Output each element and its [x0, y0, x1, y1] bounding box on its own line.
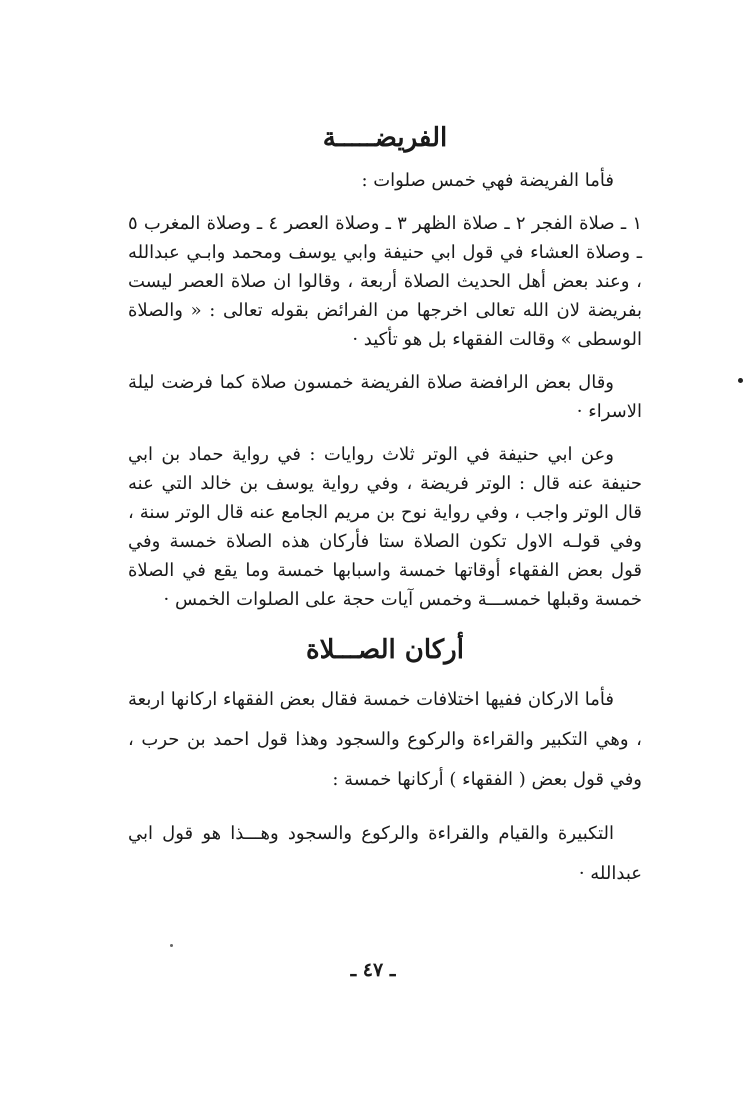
margin-mark [738, 378, 743, 383]
arkan-paragraph: فأما الاركان ففيها اختلافات خمسة فقال بعض الفقهاء اركانها اربعة ، وهي التكبير والقراءة والركوع والسجود وهذا قول احمد بن حرب ، وفي قول بعض ( الفقهاء ) أركانها خمسة : [128, 689, 642, 790]
rafida-paragraph: وقال بعض الرافضة صلاة الفريضة خمسون صلاة كما فرضت ليلة الاسراء · [128, 372, 642, 422]
scan-speck [170, 944, 173, 947]
page-number: ـ ٤٧ ـ [350, 959, 396, 981]
intro-paragraph: فأما الفريضة فهي خمس صلوات : [361, 170, 614, 191]
section-heading-arkan: أركان الصـــلاة [306, 635, 464, 665]
page-body [128, 118, 642, 908]
witr-paragraph: وعن ابي حنيفة في الوتر ثلاث روايات : في رواية حماد بن ابي حنيفة عنه قال : الوتر فريضة ، وفي رواية يوسف بن خالد التي عنه قال الوتر واجب ، وفي رواية نوح بن مريم الجامع عنه قال الوتر سنة ، وفي قولـه الاول تكون الصلاة ستا فأركان هذه الصلاة خمسة وفي قول بعض الفقهاء أوقاتها خمسة واسبابها خمسة وما يقع في الصلاة خمسة وقبلها خمســـة وخمس آيات حجة على الصلوات الخمس · [128, 444, 642, 610]
prayer-list-paragraph: ١ ـ صلاة الفجر ٢ ـ صلاة الظهر ٣ ـ وصلاة العصر ٤ ـ وصلاة المغرب ٥ ـ وصلاة العشاء في قول ابي حنيفة وابي يوسف ومحمد وابـي عبدالله ، وعند بعض أهل الحديث الصلاة أربعة ، وقالوا ان صلاة العصر ليست بفريضة لان الله تعالى اخرجها من الفرائض بقوله تعالى : « والصلاة الوسطى » وقالت الفقهاء بل هو تأكيد · [128, 213, 642, 350]
section-heading-fard: الفريضـــــة [322, 123, 448, 153]
final-paragraph: التكبيرة والقيام والقراءة والركوع والسجود وهـــذا هو قول ابي عبدالله · [128, 823, 642, 884]
